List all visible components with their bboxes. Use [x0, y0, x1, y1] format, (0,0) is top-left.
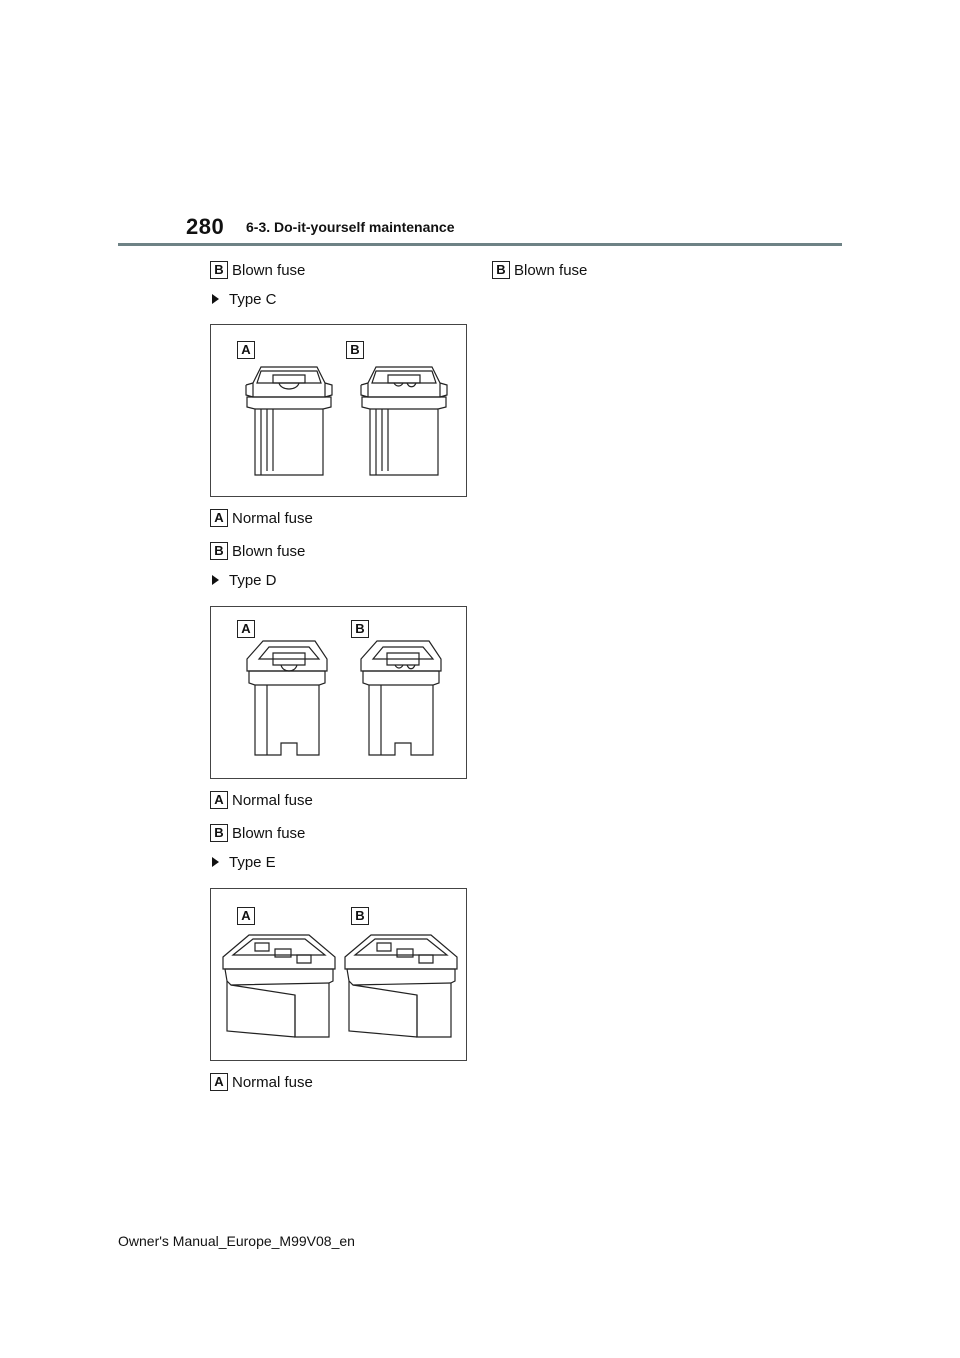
type-d-heading [212, 569, 277, 591]
blown-fuse-icon [361, 367, 447, 475]
normal-fuse-icon [223, 935, 335, 1037]
caption-normal-fuse-e [210, 1071, 313, 1093]
figure-type-e [210, 888, 467, 1061]
page-number: 280 [186, 214, 225, 239]
figure-type-d [210, 606, 467, 779]
type-e-heading [212, 851, 276, 873]
caption-text: Normal fuse [232, 791, 313, 809]
figure-label-a: A [237, 907, 255, 925]
footer-manual-id: Owner's Manual_Europe_M99V08_en [118, 1233, 355, 1249]
caption-blown-fuse [210, 259, 305, 281]
figure-label-b: B [351, 620, 369, 638]
caption-blown-fuse-right [492, 259, 587, 281]
fuse-type-d-illustration [211, 607, 468, 780]
label-badge-b: B [492, 261, 510, 279]
caption-text: Blown fuse [232, 542, 306, 560]
bullet-triangle-icon [212, 857, 219, 867]
bullet-triangle-icon [212, 294, 219, 304]
figure-label-b: B [351, 907, 369, 925]
type-label: Type C [229, 290, 277, 308]
blown-fuse-icon [361, 641, 441, 755]
label-badge-b: B [210, 261, 228, 279]
caption-text: Normal fuse [232, 1073, 313, 1091]
blown-fuse-icon [345, 935, 457, 1037]
figure-label-a: A [237, 341, 255, 359]
section-title: 6-3. Do-it-yourself maintenance [246, 219, 455, 235]
figure-label-b: B [346, 341, 364, 359]
normal-fuse-icon [246, 367, 332, 475]
caption-blown-fuse-d [210, 822, 305, 844]
caption-blown-fuse-c [210, 540, 305, 562]
header-divider [118, 243, 842, 246]
label-badge-a: A [210, 791, 228, 809]
caption-text: Blown fuse [232, 824, 306, 842]
label-badge-a: A [210, 509, 228, 527]
figure-type-c [210, 324, 467, 497]
fuse-type-c-illustration [211, 325, 468, 498]
type-label: Type D [229, 571, 277, 589]
normal-fuse-icon [247, 641, 327, 755]
caption-normal-fuse-c [210, 507, 313, 529]
fuse-type-e-illustration [211, 889, 468, 1062]
caption-text: Blown fuse [514, 261, 588, 279]
label-badge-a: A [210, 1073, 228, 1091]
type-label: Type E [229, 853, 276, 871]
type-c-heading [212, 288, 277, 310]
label-badge-b: B [210, 824, 228, 842]
figure-label-a: A [237, 620, 255, 638]
caption-text: Normal fuse [232, 509, 313, 527]
caption-text: Blown fuse [232, 261, 306, 279]
caption-normal-fuse-d [210, 789, 313, 811]
bullet-triangle-icon [212, 575, 219, 585]
label-badge-b: B [210, 542, 228, 560]
